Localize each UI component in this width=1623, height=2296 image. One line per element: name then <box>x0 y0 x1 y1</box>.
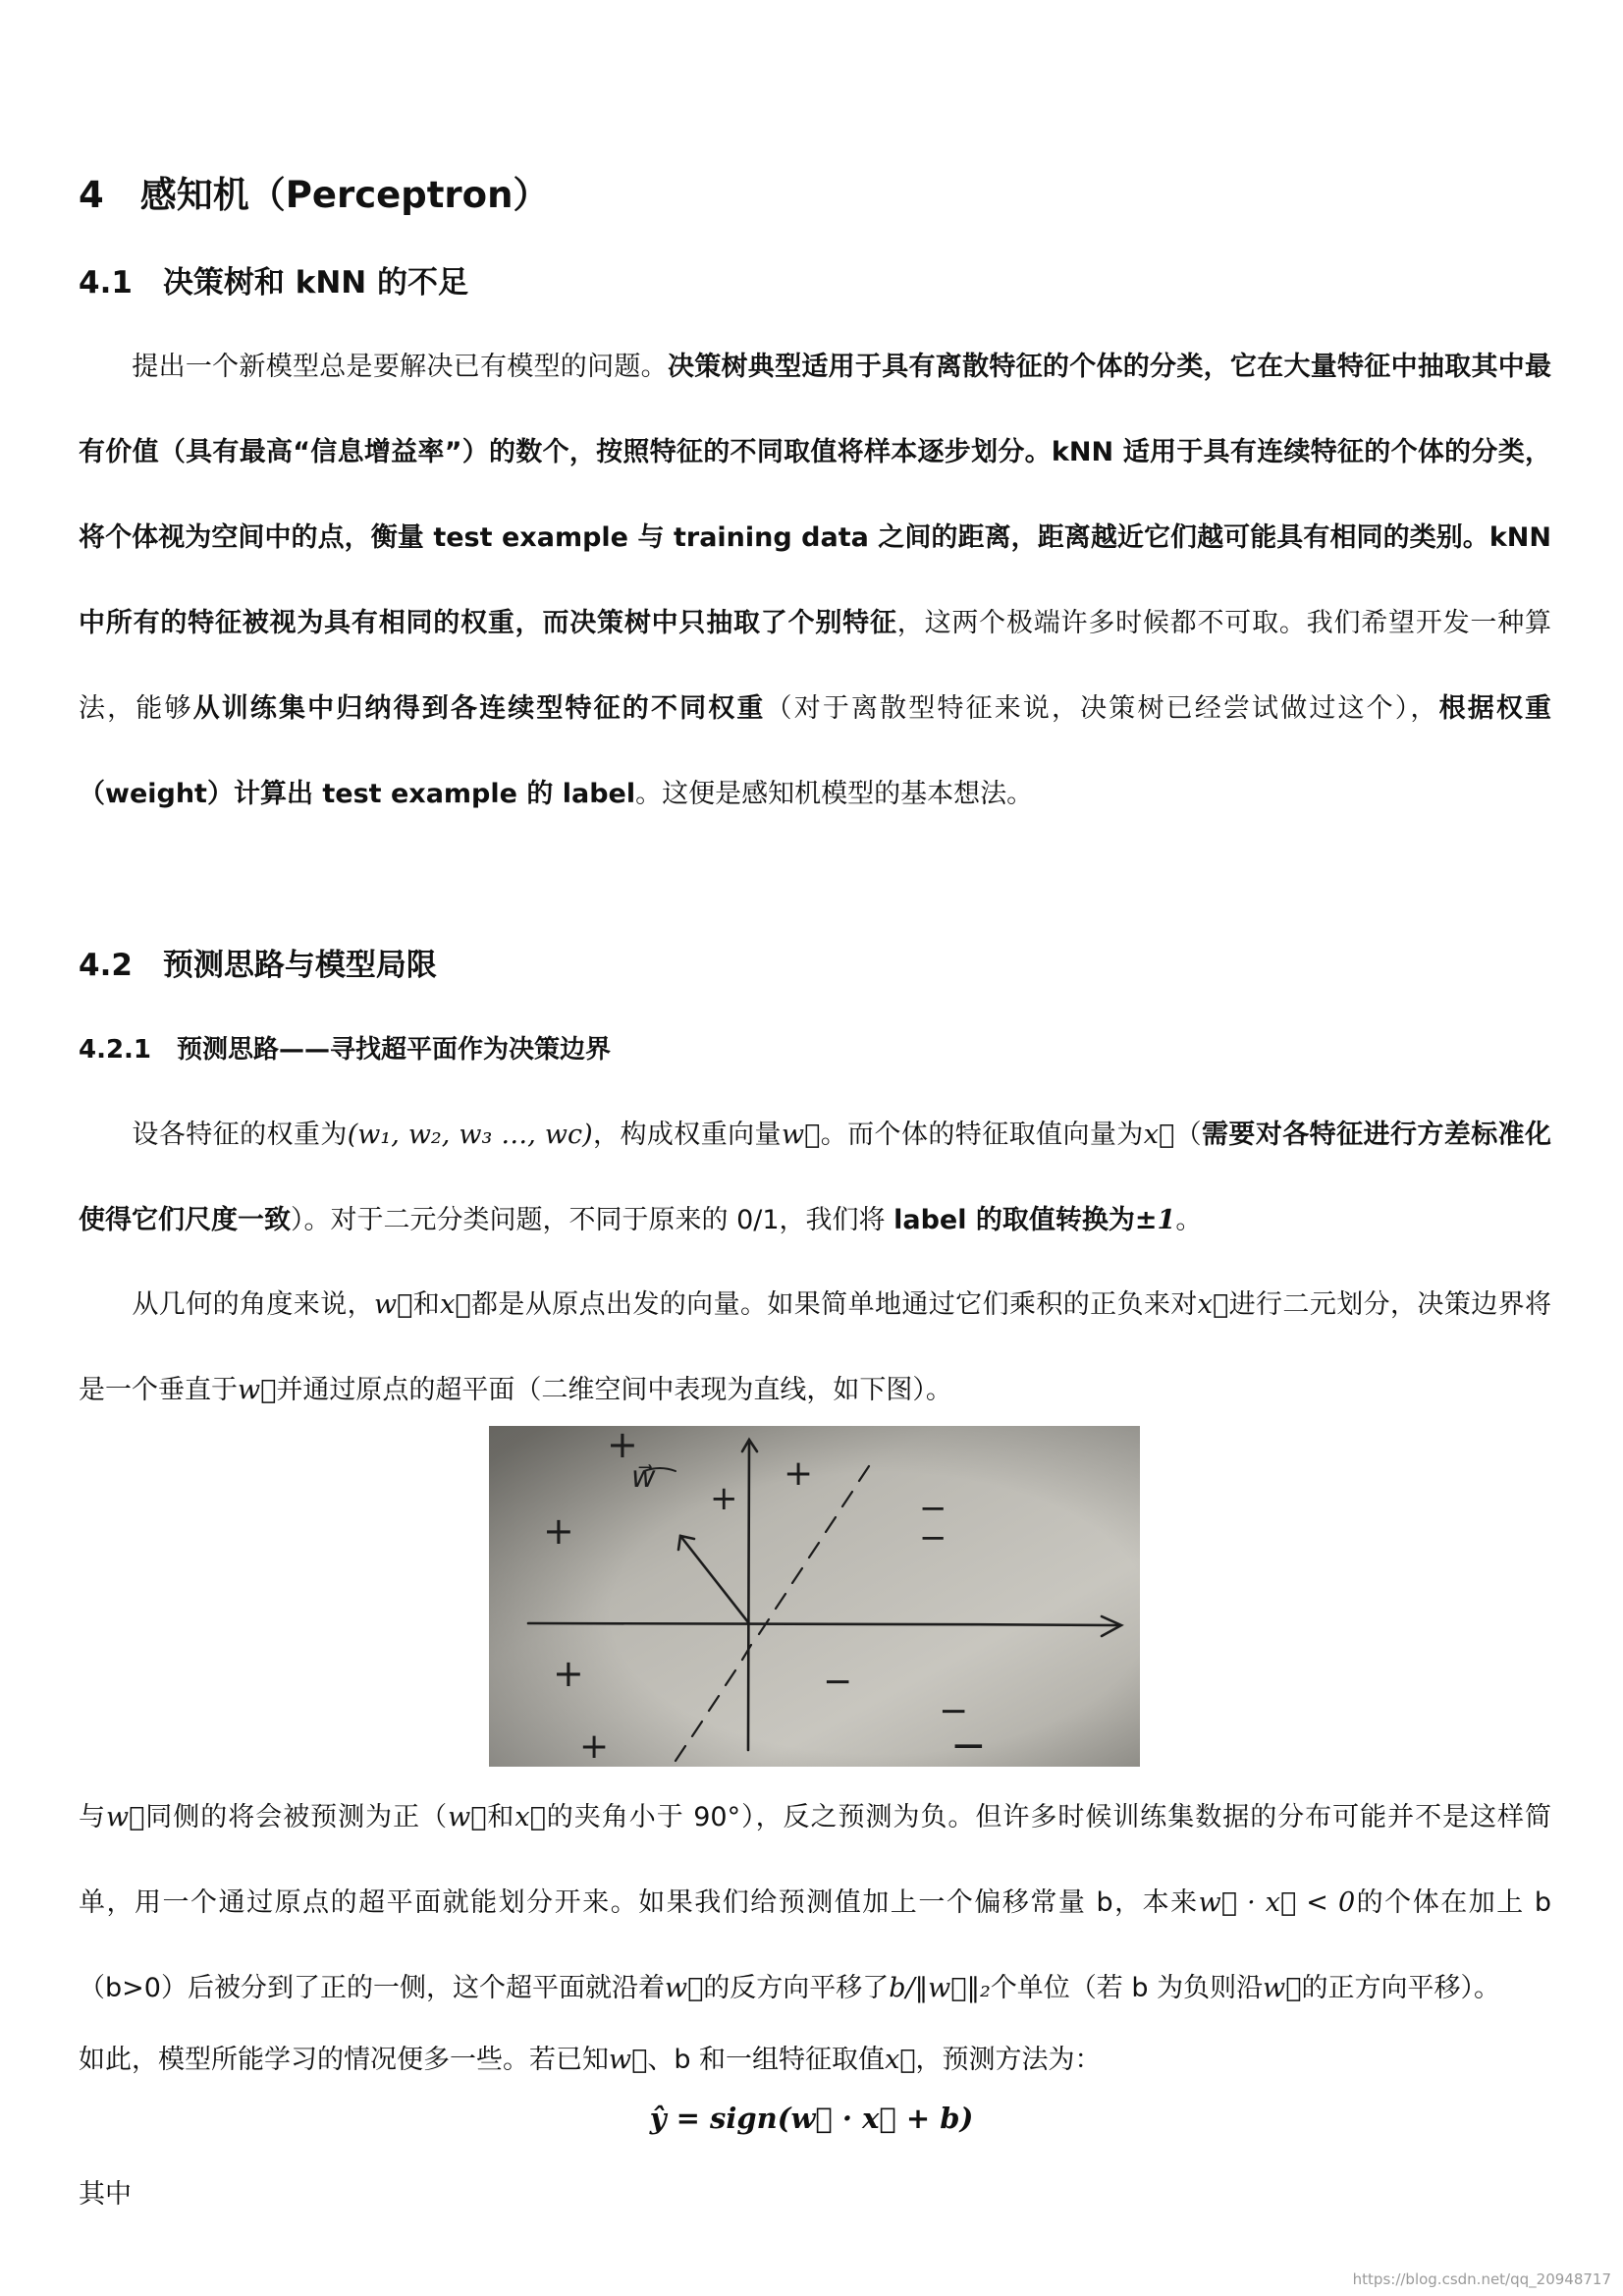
math-w-vector: w⃗ <box>609 2045 648 2075</box>
math-plus-minus-one: ±1 <box>1134 1205 1176 1235</box>
minus-sign: − <box>823 1662 853 1702</box>
text: 和 <box>486 1802 515 1832</box>
plus-sign: + <box>710 1479 738 1518</box>
math-weights: (w₁, w₂, w₃ …, w𝑐) <box>347 1120 593 1150</box>
formula-text: ŷ = sign(w⃗ · x⃗ + b) <box>649 2102 974 2135</box>
text: 、b 和一组特征取值 <box>647 2045 886 2075</box>
text: 都是从原点出发的向量。如果简单地通过它们乘积的正负来对 <box>470 1289 1198 1320</box>
plus-sign: + <box>607 1426 638 1466</box>
math-x-vector: x⃗ <box>440 1289 471 1320</box>
text: 的正方向平移）。 <box>1301 1973 1500 2003</box>
text: 。这便是感知机模型的基本想法。 <box>635 779 1034 809</box>
math-shift-distance: b/‖w⃗‖₂ <box>889 1973 991 2003</box>
w-vector-label: w⃗ <box>631 1460 656 1495</box>
text: 进行二元划分，决策边界将是一个垂直于 <box>79 1289 1552 1405</box>
emphasis: label 的取值转换为 <box>893 1205 1135 1235</box>
text: 的反方向平移了 <box>703 1973 890 2003</box>
plus-sign: + <box>543 1509 574 1553</box>
math-w-vector: w⃗ <box>374 1289 413 1320</box>
math-w-vector: w⃗ <box>781 1120 821 1150</box>
text: 个单位（若 b 为负则沿 <box>990 1973 1264 2003</box>
text: 同侧的将会被预测为正（ <box>144 1802 449 1832</box>
text: （对于离散型特征来说，决策树已经尝试做过这个）， <box>765 693 1439 724</box>
emphasis: 需要对各特征进行方差标准化使得它们尺度一致 <box>79 1120 1552 1235</box>
text: ，构成权重向量 <box>592 1120 782 1150</box>
math-w-vector: w⃗ <box>105 1802 145 1832</box>
math-x-vector: x⃗ <box>885 2045 916 2075</box>
text: 从几何的角度来说， <box>132 1289 374 1320</box>
text: 和 <box>412 1289 441 1320</box>
section-4-1-paragraph <box>79 324 1551 837</box>
math-x-vector: x⃗ <box>1197 1289 1229 1320</box>
section-4-1-heading: 4.1 决策树和 kNN 的不足 <box>79 265 469 301</box>
paper-shadow <box>489 1426 1140 1767</box>
math-w-vector: w⃗ <box>448 1802 487 1832</box>
emphasis: 根据权重（weight）计算出 test example 的 label <box>79 693 1552 809</box>
source-watermark: https://blog.csdn.net/qq_20948717 <box>1352 2270 1611 2288</box>
plus-sign: + <box>579 1726 610 1767</box>
section-4-2-1-heading: 4.2.1 预测思路——寻找超平面作为决策边界 <box>79 1035 612 1065</box>
text: 的夹角小于 90°），反之预测为负。但许多时候训练集数据的分布可能并不是这样简单，用一个通过原点的超平面就能划分开来。如果我们给预测值加上一个偏移常量 b，本来 <box>79 1802 1552 1918</box>
math-x-vector: x⃗ <box>1143 1120 1175 1150</box>
minus-sign: − <box>939 1691 969 1731</box>
text: 的个体在加上 b（b>0）后被分到了正的一侧，这个超平面就沿着 <box>79 1887 1551 2003</box>
section-4-2-heading: 4.2 预测思路与模型局限 <box>79 948 437 983</box>
plus-sign: + <box>553 1652 584 1695</box>
minus-sign: − <box>919 1518 947 1558</box>
prediction-intro-paragraph <box>79 2031 1551 2090</box>
text: ，预测方法为： <box>915 2045 1102 2075</box>
math-w-vector: w⃗ <box>238 1375 277 1405</box>
text: ）。对于二元分类问题，不同于原来的 0/1，我们将 <box>291 1205 894 1235</box>
math-w-vector: w⃗ <box>664 1973 704 2003</box>
text: ，这两个极端许多时候都不可取。我们希望开发一种算法，能够 <box>79 608 1552 724</box>
text: 与 <box>79 1802 106 1832</box>
text: 设各特征的权重为 <box>132 1120 348 1150</box>
plus-sign: + <box>784 1453 814 1494</box>
chapter-heading: 4 感知机（Perceptron） <box>79 174 550 216</box>
emphasis: 从训练集中归纳得到各连续型特征的不同权重 <box>192 693 766 724</box>
closing-paragraph: 其中 <box>79 2179 132 2210</box>
geometry-paragraph <box>79 1262 1551 1433</box>
decision-boundary-photo <box>489 1426 1140 1767</box>
math-x-vector: x⃗ <box>514 1802 546 1832</box>
text: 。而个体的特征取值向量为 <box>820 1120 1144 1150</box>
minus-sign: − <box>919 1489 947 1528</box>
text: 。 <box>1175 1205 1203 1235</box>
math-w-vector: w⃗ <box>1263 1973 1302 2003</box>
math-dot-product: w⃗ · x⃗ < 0 <box>1198 1887 1356 1918</box>
weights-paragraph <box>79 1092 1551 1263</box>
text: 提出一个新模型总是要解决已有模型的问题。 <box>132 352 668 382</box>
text: 如此，模型所能学习的情况便多一些。若已知 <box>79 2045 609 2075</box>
minus-sign: − <box>950 1721 987 1767</box>
prediction-formula <box>0 2102 1623 2135</box>
y-axis-line <box>748 1444 749 1750</box>
emphasis: 决策树典型适用于具有离散特征的个体的分类，它在大量特征中抽取其中最有价值（具有最高“信息增益率”）的数个，按照特征的不同取值将样本逐步划分。kNN 适用于具有连续特征的个体的分类，将个体视为空间中的点，衡量 test example 与 training data 之间的距离，距离越近它们越可能具有相同的类别。kNN 中所有的特征被视为具有相同的权重，而决策树中只抽取了个别特征 <box>79 352 1552 638</box>
text: 并通过原点的超平面（二维空间中表现为直线，如下图）。 <box>276 1375 952 1405</box>
bias-paragraph <box>79 1775 1551 2031</box>
text: （ <box>1174 1120 1203 1150</box>
